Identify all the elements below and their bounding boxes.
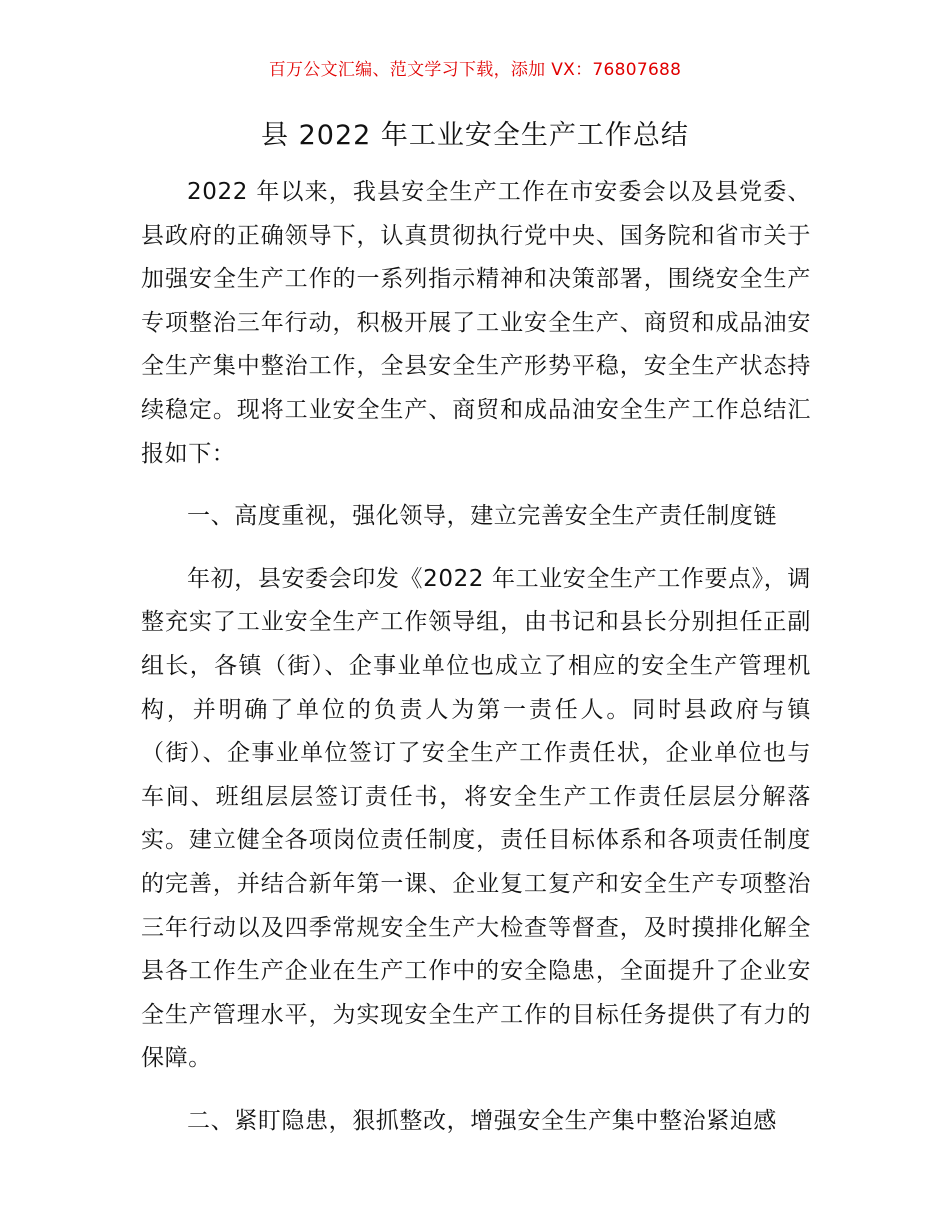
document-title: 县 2022 年工业安全生产工作总结 bbox=[261, 120, 689, 151]
header-note: 百万公文汇编、范文学习下载，添加 VX：76807688 bbox=[268, 60, 682, 80]
paragraph-gap bbox=[141, 1081, 811, 1100]
intro-paragraph: 2022 年以来，我县安全生产工作在市安委会以及县党委、县政府的正确领导下，认真贯彻执行党中央、国务院和省市关于加强安全生产工作的一系列指示精神和决策部署，围绕安全生产专项整治三年行动，积极开展了工业安全生产、商贸和成品油安全生产集中整治工作，全县安全生产形势平稳，安全生产状态持续稳定。现将工业安全生产、商贸和成品油安全生产工作总结汇报如下： bbox=[141, 179, 811, 467]
section-heading-1: 一、高度重视，强化领导，建立完善安全生产责任制度链 bbox=[187, 503, 777, 530]
section-heading-2: 二、紧盯隐患，狠抓整改，增强安全生产集中整治紧迫感 bbox=[187, 1107, 777, 1134]
paragraph-gap bbox=[141, 539, 811, 558]
paragraph-gap bbox=[141, 476, 811, 495]
section-1-paragraph: 年初，县安委会印发《2022 年工业安全生产工作要点》，调整充实了工业安全生产工作领导组，由书记和县长分别担任正副组长，各镇（街）、企事业单位也成立了相应的安全生产管理机构，并明确了单位的负责人为第一责任人。同时县政府与镇（街）、企事业单位签订了安全生产工作责任状，企业单位也与车间、班组层层签订责任书，将安全生产工作责任层层分解落实。建立健全各项岗位责任制度，责任目标体系和各项责任制度的完善，并结合新年第一课、企业复工复产和安全生产专项整治三年行动以及四季常规安全生产大检查等督查，及时摸排化解全县各工作生产企业在生产工作中的安全隐患，全面提升了企业安全生产管理水平，为实现安全生产工作的目标任务提供了有力的保障。 bbox=[141, 565, 811, 1072]
document-body bbox=[141, 171, 811, 1143]
